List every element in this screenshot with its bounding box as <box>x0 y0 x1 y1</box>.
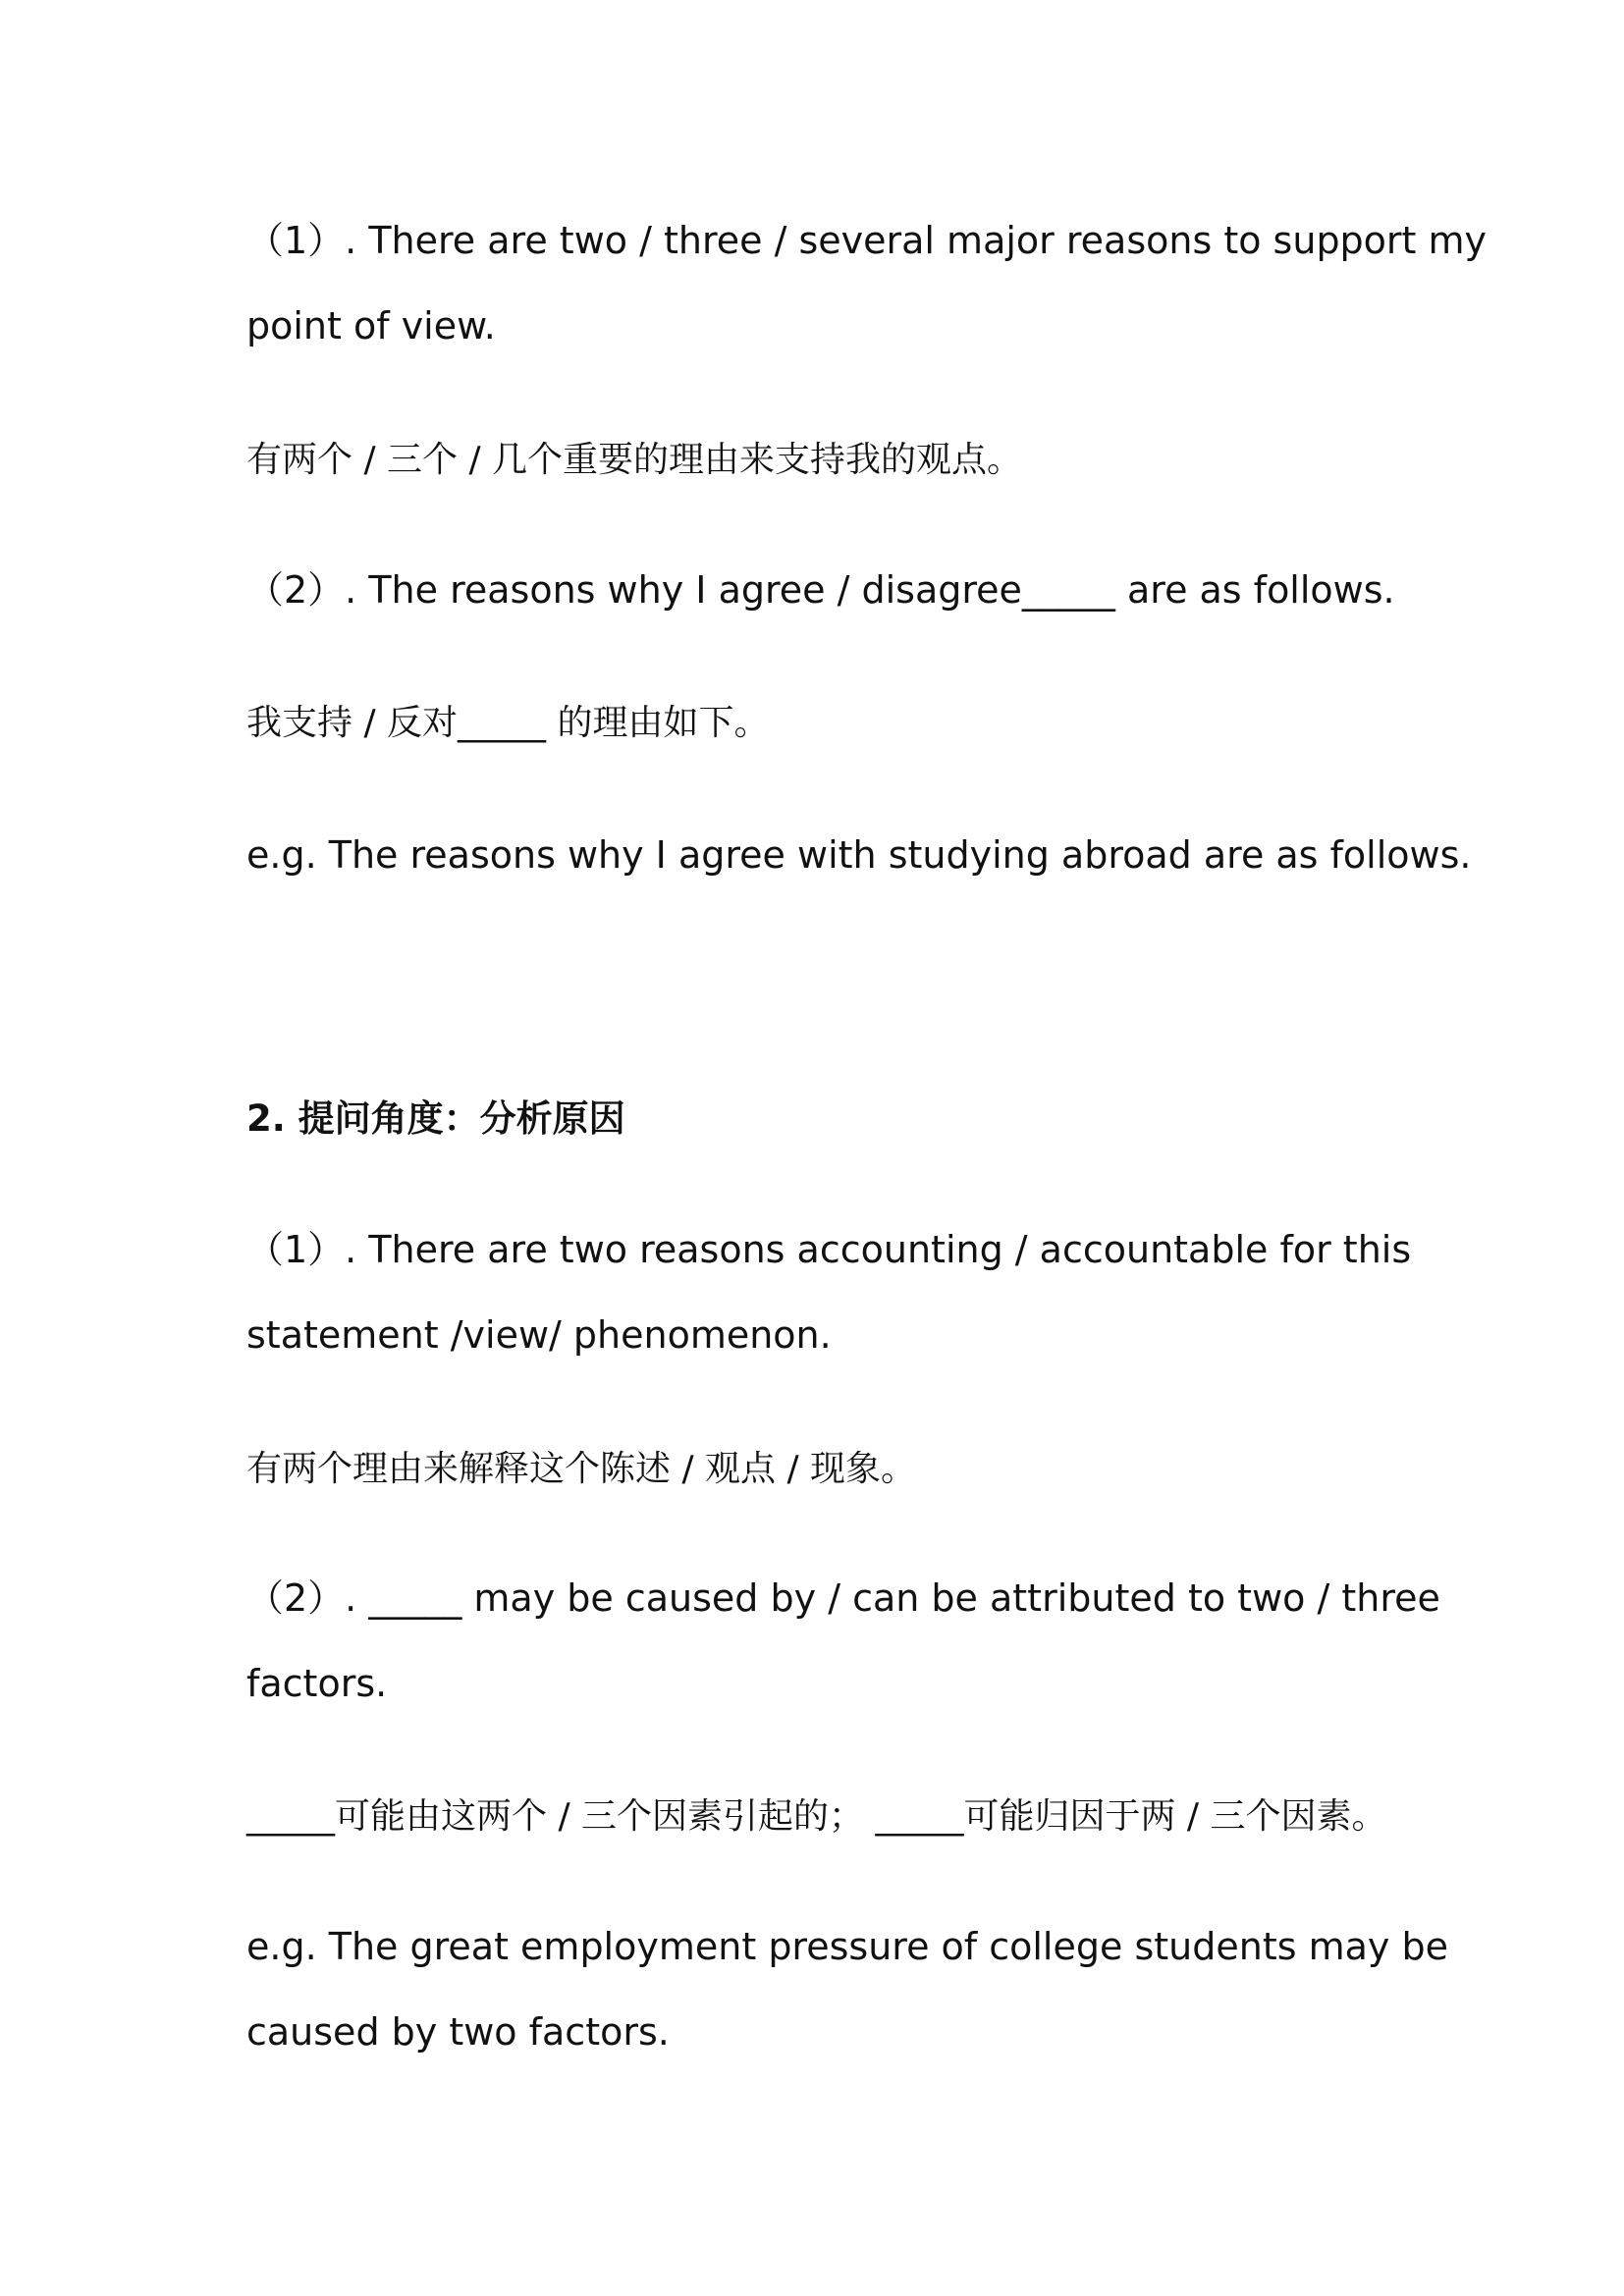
s2-item1-line1: （1）. There are two reasons accounting / accountable for this <box>246 1228 1412 1271</box>
s2-item2-example-line1: e.g. The great employment pressure of college students may be <box>246 1925 1448 1968</box>
s2-item2-line2: factors. <box>246 1662 388 1705</box>
s1-item2-translation: 我支持 / 反对_____ 的理由如下。 <box>246 703 770 743</box>
s2-item2-example-line2: caused by two factors. <box>246 2010 670 2054</box>
s1-item1-line2: point of view. <box>246 304 496 347</box>
s2-item2-line1: （2）. _____ may be caused by / can be attributed to two / three <box>246 1576 1440 1620</box>
s1-item1-translation: 有两个 / 三个 / 几个重要的理由来支持我的观点。 <box>246 440 1023 480</box>
s1-item2-line1: （2）. The reasons why I agree / disagree_____ are as follows. <box>246 568 1395 612</box>
s2-item1-line2: statement /view/ phenomenon. <box>246 1313 832 1357</box>
s2-item2-translation: _____可能由这两个 / 三个因素引起的； _____可能归因于两 / 三个因素。 <box>246 1796 1387 1837</box>
s1-item2-example: e.g. The reasons why I agree with studying abroad are as follows. <box>246 833 1472 877</box>
s2-heading: 2. 提问角度：分析原因 <box>246 1097 625 1140</box>
s1-item1-line1: （1）. There are two / three / several major reasons to support my <box>246 219 1488 262</box>
s2-item1-translation: 有两个理由来解释这个陈述 / 观点 / 现象。 <box>246 1449 917 1489</box>
